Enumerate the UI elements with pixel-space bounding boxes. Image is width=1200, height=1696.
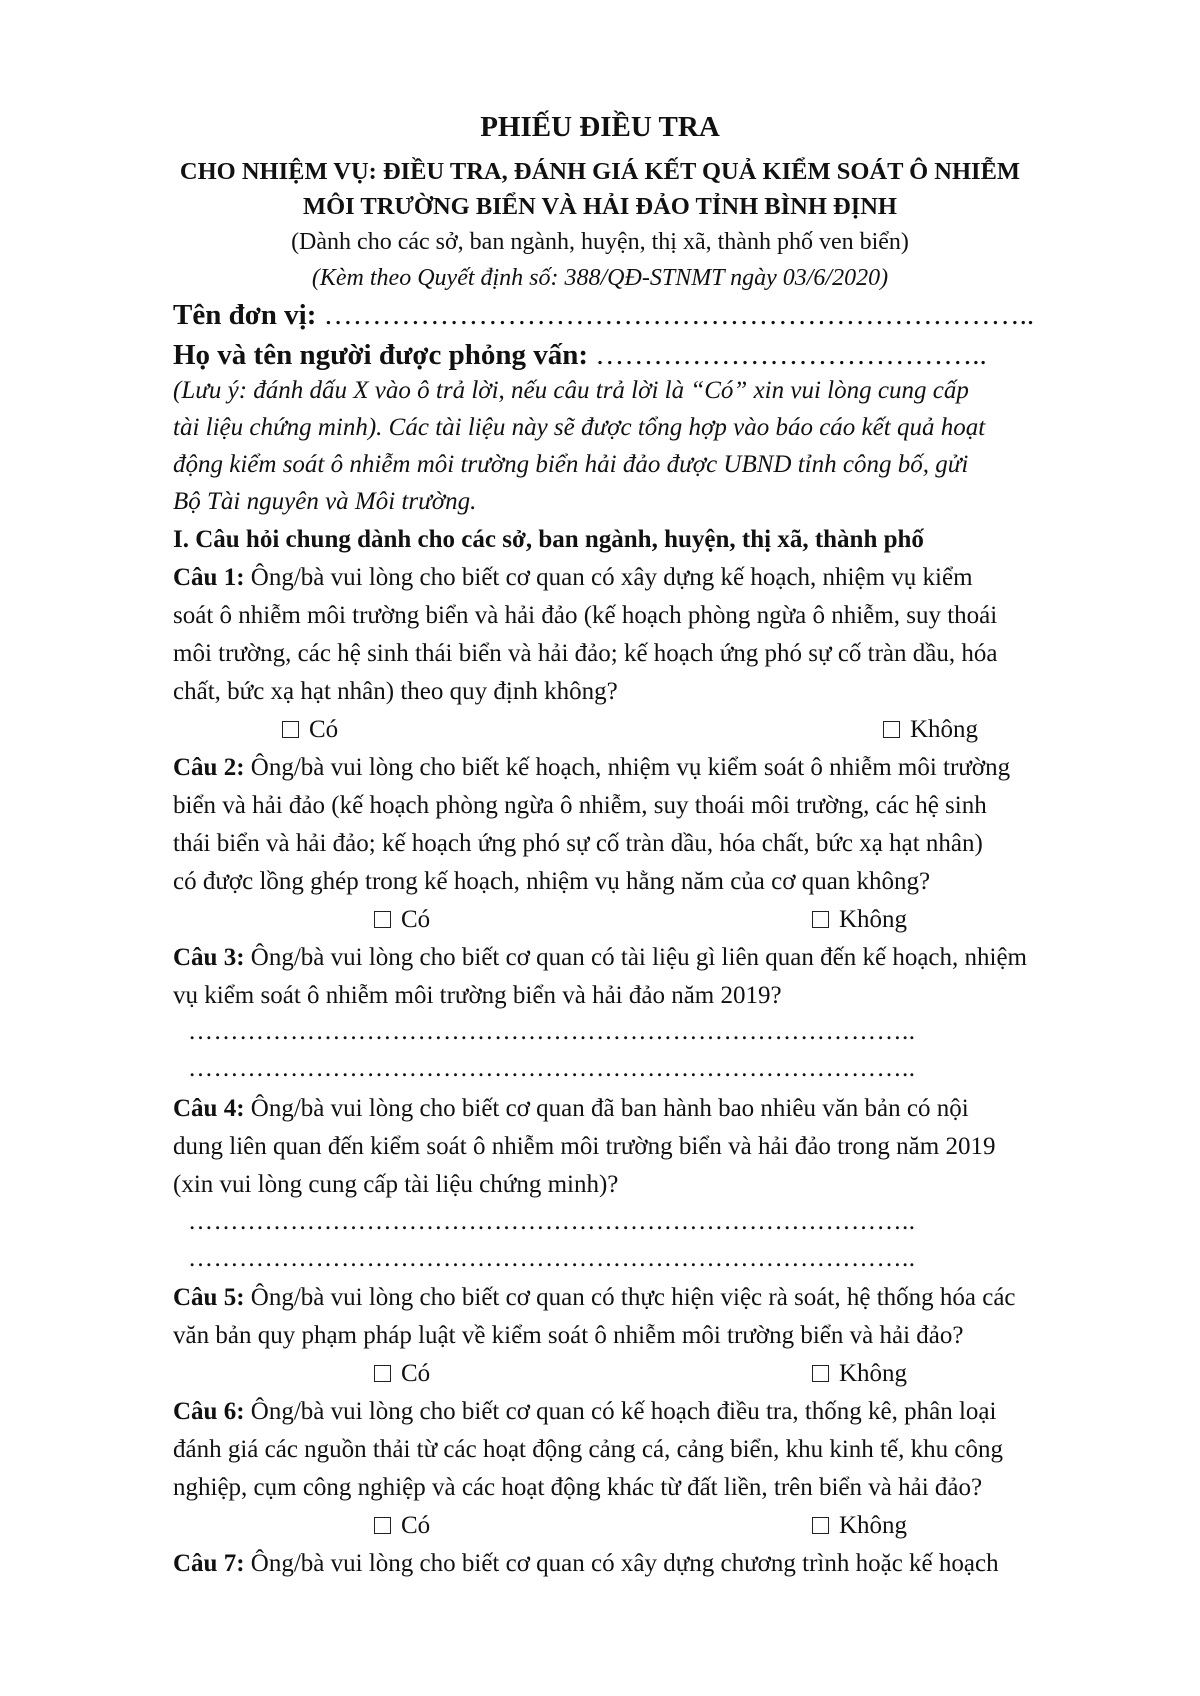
question-6: [173, 1398, 996, 1426]
checkbox-icon[interactable]: [374, 1517, 391, 1534]
form-audience: (Dành cho các sở, ban ngành, huyện, thị xã, thành phố ven biển): [291, 229, 909, 255]
question-2: [173, 754, 1010, 782]
question-label: Câu 5:: [173, 1284, 245, 1311]
interviewee-name-blank[interactable]: …………………………………..: [595, 339, 987, 371]
section-title: I. Câu hỏi chung dành cho các sở, ban ngành, huyện, thị xã, thành phố: [173, 526, 924, 553]
question-text: Ông/bà vui lòng cho biết cơ quan có xây dựng kế hoạch, nhiệm vụ kiểm: [250, 564, 973, 591]
question-text: Ông/bà vui lòng cho biết cơ quan có xây dựng chương trình hoặc kế hoạch: [250, 1550, 999, 1577]
form-decision-reference: (Kèm theo Quyết định số: 388/QĐ-STNMT ngày 03/6/2020): [311, 265, 889, 291]
option-label: Có: [401, 1360, 431, 1387]
question-text: nghiệp, cụm công nghiệp và các hoạt động khác từ đất liền, trên biển và hải đảo?: [173, 1474, 983, 1501]
question-label: Câu 2:: [173, 754, 245, 781]
note-line: Bộ Tài nguyên và Môi trường.: [173, 488, 477, 515]
question-text: Ông/bà vui lòng cho biết cơ quan có tài liệu gì liên quan đến kế hoạch, nhiệm: [250, 944, 1028, 971]
note-line: (Lưu ý: đánh dấu X vào ô trả lời, nếu câu trả lời là “Có” xin vui lòng cung cấp: [173, 377, 969, 404]
option-label: Không: [839, 1512, 908, 1539]
question-text: đánh giá các nguồn thải từ các hoạt động cảng cá, cảng biển, khu kinh tế, khu công: [173, 1436, 1003, 1463]
note-line: tài liệu chứng minh). Các tài liệu này sẽ được tổng hợp vào báo cáo kết quả hoạt: [173, 414, 986, 441]
question-text: Ông/bà vui lòng cho biết cơ quan có thực hiện việc rà soát, hệ thống hóa các: [250, 1284, 1016, 1311]
q5-option-no[interactable]: [812, 1360, 907, 1388]
q1-option-yes[interactable]: [282, 716, 338, 744]
question-text: môi trường, các hệ sinh thái biển và hải đảo; kế hoạch ứng phó sự cố tràn dầu, hóa: [173, 640, 998, 667]
option-label: Có: [309, 716, 339, 743]
question-text: Ông/bà vui lòng cho biết kế hoạch, nhiệm vụ kiểm soát ô nhiễm môi trường: [250, 754, 1011, 781]
option-label: Không: [839, 1360, 908, 1387]
question-text: (xin vui lòng cung cấp tài liệu chứng minh)?: [173, 1171, 619, 1198]
q2-option-yes[interactable]: [374, 906, 430, 934]
question-label: Câu 6:: [173, 1398, 245, 1425]
question-text: chất, bức xạ hạt nhân) theo quy định không?: [173, 678, 618, 705]
interviewee-name-label: Họ và tên người được phỏng vấn:: [173, 339, 588, 371]
question-text: soát ô nhiễm môi trường biển và hải đảo (kế hoạch phòng ngừa ô nhiễm, suy thoái: [173, 602, 998, 629]
question-text: vụ kiểm soát ô nhiễm môi trường biển và hải đảo năm 2019?: [173, 982, 782, 1009]
question-text: thái biển và hải đảo; kế hoạch ứng phó sự cố tràn dầu, hóa chất, bức xạ hạt nhân): [173, 830, 983, 857]
question-3: [173, 944, 1027, 972]
question-1: [173, 564, 973, 592]
q3-answer-line[interactable]: …………………………………………………………………………..: [188, 1018, 916, 1045]
option-label: Không: [910, 716, 979, 743]
option-label: Có: [401, 906, 431, 933]
q4-answer-line[interactable]: …………………………………………………………………………..: [188, 1245, 916, 1272]
interviewee-name-field[interactable]: [173, 339, 987, 372]
question-7: [173, 1550, 999, 1578]
checkbox-icon[interactable]: [374, 1365, 391, 1382]
question-text: có được lồng ghép trong kế hoạch, nhiệm vụ hằng năm của cơ quan không?: [173, 868, 931, 895]
checkbox-icon[interactable]: [374, 911, 391, 928]
option-label: Không: [839, 906, 908, 933]
unit-name-field[interactable]: [173, 299, 1034, 332]
checkbox-icon[interactable]: [812, 911, 829, 928]
question-label: Câu 3:: [173, 944, 245, 971]
checkbox-icon[interactable]: [282, 721, 299, 738]
form-subtitle-line1: CHO NHIỆM VỤ: ĐIỀU TRA, ĐÁNH GIÁ KẾT QUẢ KIỂM SOÁT Ô NHIỄM: [179, 158, 1021, 185]
unit-name-blank[interactable]: ………………………………………………………………..: [323, 299, 1035, 331]
question-text: văn bản quy phạm pháp luật về kiểm soát ô nhiễm môi trường biển và hải đảo?: [173, 1322, 964, 1349]
question-text: Ông/bà vui lòng cho biết cơ quan có kế hoạch điều tra, thống kê, phân loại: [250, 1398, 997, 1425]
checkbox-icon[interactable]: [812, 1517, 829, 1534]
question-text: dung liên quan đến kiểm soát ô nhiễm môi trường biển và hải đảo trong năm 2019: [173, 1133, 996, 1160]
q2-option-no[interactable]: [812, 906, 907, 934]
form-subtitle-line2: MÔI TRƯỜNG BIỂN VÀ HẢI ĐẢO TỈNH BÌNH ĐỊNH: [303, 193, 897, 220]
note-line: động kiểm soát ô nhiễm môi trường biển hải đảo được UBND tỉnh công bố, gửi: [173, 451, 969, 478]
q6-option-no[interactable]: [812, 1512, 907, 1540]
q4-answer-line[interactable]: …………………………………………………………………………..: [188, 1208, 916, 1235]
question-label: Câu 7:: [173, 1550, 245, 1577]
q3-answer-line[interactable]: …………………………………………………………………………..: [188, 1055, 916, 1082]
checkbox-icon[interactable]: [883, 721, 900, 738]
question-label: Câu 4:: [173, 1095, 245, 1122]
q6-option-yes[interactable]: [374, 1512, 430, 1540]
unit-name-label: Tên đơn vị:: [173, 299, 317, 331]
checkbox-icon[interactable]: [812, 1365, 829, 1382]
question-text: biển và hải đảo (kế hoạch phòng ngừa ô nhiễm, suy thoái môi trường, các hệ sinh: [173, 792, 987, 819]
question-4: [173, 1095, 969, 1123]
option-label: Có: [401, 1512, 431, 1539]
question-5: [173, 1284, 1016, 1312]
question-text: Ông/bà vui lòng cho biết cơ quan đã ban hành bao nhiêu văn bản có nội: [250, 1095, 969, 1122]
q1-option-no[interactable]: [883, 716, 978, 744]
q5-option-yes[interactable]: [374, 1360, 430, 1388]
question-label: Câu 1:: [173, 564, 245, 591]
form-title: PHIẾU ĐIỀU TRA: [480, 111, 720, 143]
